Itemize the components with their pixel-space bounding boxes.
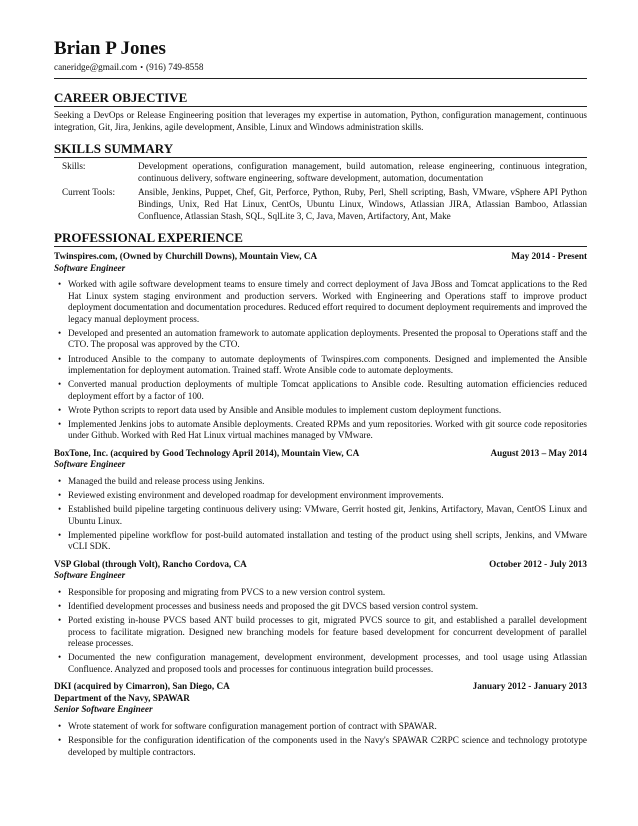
job-dates: January 2012 - January 2013 [472,681,587,692]
job-company: Twinspires.com, (Owned by Churchill Downs), Mountain View, CA [54,251,318,262]
job-entry [54,559,587,675]
list-item: • Wrote Python scripts to report data used by Ansible and Ansible modules to implement custom deployment functions. [58,404,502,415]
experience-heading: PROFESSIONAL EXPERIENCE [54,230,587,247]
list-item: • Developed and presented an automation framework to automate application deployments. Presented the proposal to Operations staff and the CTO. The proposal was approved by the CTO. [58,327,587,350]
bullet-icon: • [58,652,62,663]
job-company: VSP Global (through Volt), Rancho Cordova, CA [54,558,247,569]
bullet-icon: • [58,601,62,612]
list-item: • Implemented Jenkins jobs to automate Ansible deployments. Created RPMs and yum repositories. Worked with git source code repositories under Github. Worked with Red Hat Linux virtual machines managed by VMware. [58,418,587,441]
list-item: • Identified development processes and business needs and proposed the git DVCS based version control system. [58,601,479,612]
job-dates: May 2014 - Present [511,251,587,262]
list-item: • Reviewed existing environment and developed roadmap for development environment improvements. [58,490,444,501]
list-item: • Wrote statement of work for software configuration management portion of contract with SPAWAR. [58,721,437,732]
bullet-icon: • [58,529,62,540]
job-bullets [54,587,587,675]
job-entry [54,448,587,553]
bullet-icon: • [58,490,62,501]
list-item: • Established build pipeline targeting continuous delivery using: VMware, Gerrit hosted git, Jenkins, Artifactory, Mavan, CentOS Linux and Ubuntu Linux. [58,504,587,526]
bullet-icon: • [58,279,62,290]
list-item: • Managed the build and release process using Jenkins. [58,476,265,486]
bullet-icon: • [58,476,62,486]
skill-row-skills [54,161,587,184]
list-item: • Introduced Ansible to the company to automate deployments of Twinspires.com components. Designed and implemented the Ansible implementation for deployment automation. Trained staff. Wrote Ansible code to automate deployments. [58,353,587,376]
job-bullets [54,476,587,553]
job-entry [54,681,587,758]
contact-line [54,61,587,79]
job-company: BoxTone, Inc. (acquired by Good Technology April 2014), Mountain View, CA [54,447,360,458]
list-item: • Responsible for the configuration identification of the components used in the Navy's SPAWAR C2RPC science and technology prototype developed by multiple contractors. [58,735,587,757]
job-role: Software Engineer [54,459,126,470]
bullet-icon: • [58,735,62,746]
bullet-icon: • [58,504,62,515]
career-objective-heading: CAREER OBJECTIVE [54,90,587,107]
skills-table [54,161,587,222]
list-item: • Responsible for proposing and migrating from PVCS to a new version control system. [58,586,386,597]
list-item: • Documented the new configuration management, development environment, development processes, and tool usage using Atlassian Confluence. Analyzed and proposed tools and processes for continuous integration build processes. [58,652,587,674]
job-company: DKI (acquired by Cimarron), San Diego, CA [54,681,230,692]
job-bullets [54,721,587,758]
bullet-icon: • [58,586,62,597]
resume-page [54,38,587,761]
job-role: Software Engineer [54,570,126,581]
bullet-icon: • [58,353,62,364]
job-role: Senior Software Engineer [54,704,153,715]
bullet-icon: • [58,327,62,338]
bullet-icon: • [58,615,62,626]
list-item: • Worked with agile software development teams to ensure timely and correct deployment of Java JBoss and Tomcat applications to the Red Hat Linux system staging environment and production servers. Worked with Engineering and Operations staff to improve product deployment documentation and documentation procedures. Reduced effort required to document deployment requirements and improved the legacy manual deployment process. [58,279,587,324]
skills-summary-heading: SKILLS SUMMARY [54,141,587,158]
list-item: • Ported existing in-house PVCS based ANT build processes to git, migrated PVCS source to git, and established a parallel development process to facilitate migration. Designed new branching models for feature based development for concurrent development of parallel release processes. [58,615,587,649]
job-organization: Department of the Navy, SPAWAR [54,692,190,703]
bullet-icon: • [58,379,62,390]
bullet-icon: • [58,418,62,429]
list-item: • Implemented pipeline workflow for post-build automated installation and testing of the product using shell scripts, Jenkins, and VMware vCLI SDK. [58,529,587,552]
contact-separator: • [140,63,144,72]
job-entry [54,251,587,442]
career-objective-text: Seeking a DevOps or Release Engineering position that leverages my expertise in automation, Python, configuration management, continuous integration, Git, Jira, Jenkins, agile development, Ansible, Linux and Windows administration skills. [54,110,587,132]
job-dates: August 2013 – May 2014 [490,447,587,458]
skill-label: Current Tools: [62,187,116,198]
skill-label: Skills: [62,161,86,172]
job-dates: October 2012 - July 2013 [489,558,587,569]
candidate-name: Brian P Jones [54,38,166,59]
job-bullets [54,279,587,441]
skill-row-tools [54,187,587,222]
skill-value: Ansible, Jenkins, Puppet, Chef, Git, Perforce, Python, Ruby, Perl, Shell scripting, Bash, VMware, vSphere API Python Bindings, Unix, Red Hat Linux, CentOs, Ubuntu Linux, Windows, Atlassian JIRA, Atlassian Bamboo, Atlassian Confluence, Atlassian Stash, SQL, SqlLite 3, C, Java, Maven, Artifactory, Ant, Make [138,187,587,221]
phone-text: (916) 749-8558 [146,62,204,72]
skill-value: Development operations, configuration management, build automation, release engineering, continuous integration, continuous delivery, software engineering, software development, automation, documentation [138,161,587,183]
job-role: Software Engineer [54,262,126,273]
bullet-icon: • [58,404,62,415]
bullet-icon: • [58,721,62,732]
list-item: • Converted manual production deployments of multiple Tomcat applications to Ansible code. Resulting automation efficiencies reduced deployment effort by a factor of 100. [58,379,587,401]
email-text: caneridge@gmail.com [54,62,138,72]
